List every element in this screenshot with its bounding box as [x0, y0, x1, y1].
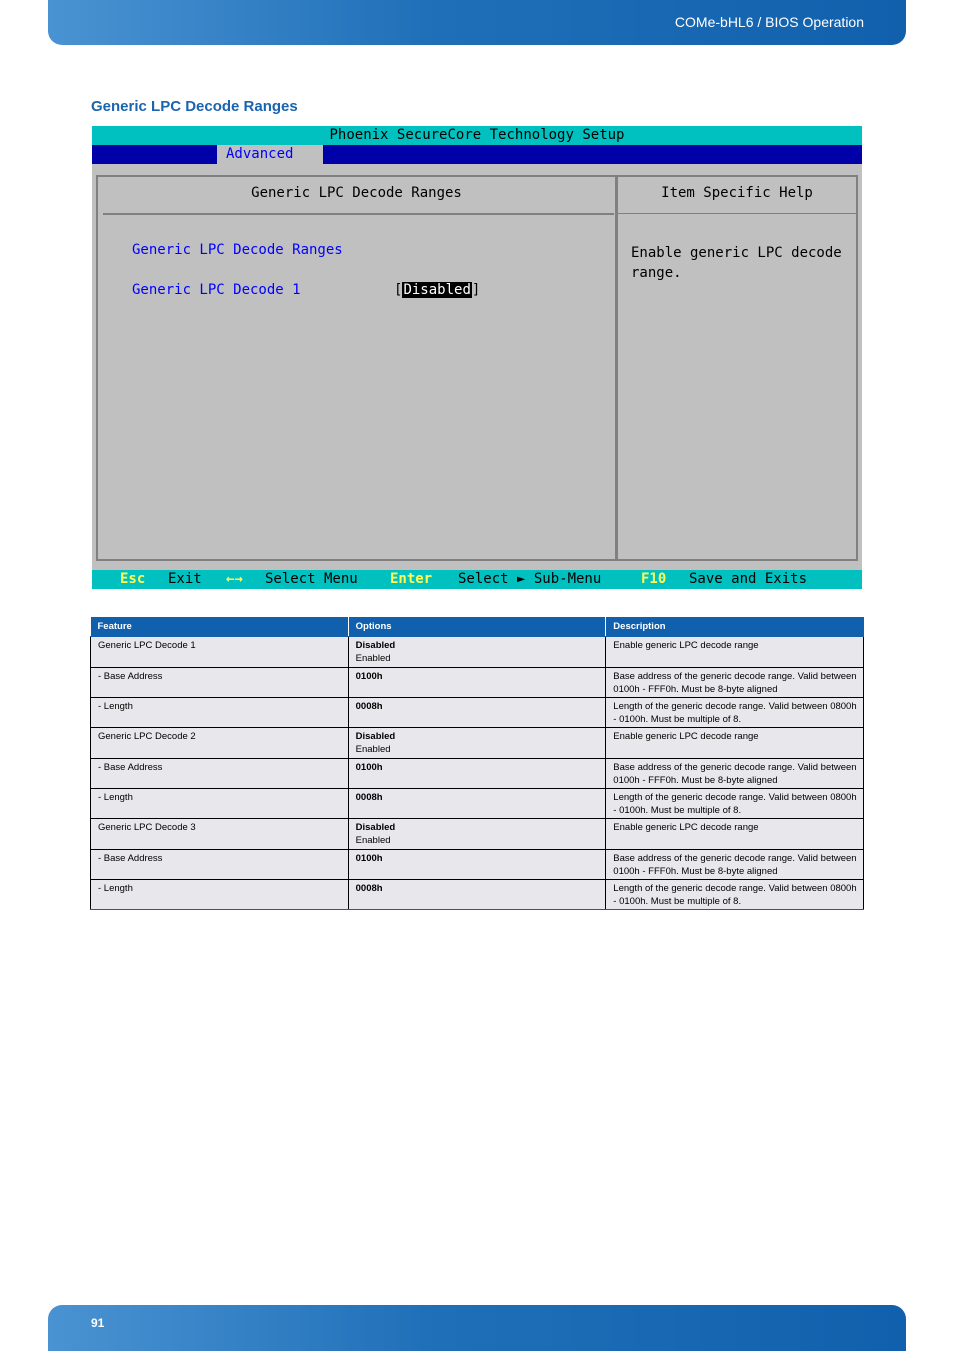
options-cell: [348, 849, 606, 879]
help-text: Enable generic LPC decode range.: [631, 245, 842, 281]
feature-cell: - Length: [91, 879, 349, 909]
action-select-submenu: Select ► Sub-Menu: [458, 571, 602, 587]
header-band: [48, 0, 906, 45]
table-row: [91, 758, 864, 788]
feature-cell: - Base Address: [91, 849, 349, 879]
decode-1-value-field[interactable]: [394, 282, 480, 298]
action-exit: Exit: [168, 571, 202, 587]
table-row: [91, 818, 864, 849]
feature-cell: Generic LPC Decode 3: [91, 818, 349, 849]
options-cell: [348, 879, 606, 909]
description-cell: Length of the generic decode range. Valid between 0800h - 0100h. Must be multiple of 8.: [606, 697, 864, 727]
option-default: 0100h: [355, 852, 383, 864]
description-cell: Base address of the generic decode range. Valid between 0100h - FFF0h. Must be 8-byte aligned: [606, 667, 864, 697]
option: Enabled: [355, 834, 391, 846]
divider: [618, 213, 856, 214]
feature-cell: - Base Address: [91, 667, 349, 697]
help-panel-heading: Item Specific Help: [661, 185, 813, 201]
options-cell: [348, 818, 606, 849]
bios-help-panel: [617, 175, 858, 561]
tab-advanced[interactable]: Advanced: [217, 145, 323, 164]
table-header-row: [91, 617, 864, 636]
description-cell: Enable generic LPC decode range: [606, 727, 864, 758]
option-default: Disabled: [355, 821, 396, 833]
arrows-icon: ←→: [226, 571, 243, 587]
option-default: 0100h: [355, 761, 383, 773]
action-save-and-exit: Save and Exits: [689, 571, 808, 587]
options-cell: [348, 788, 606, 818]
option-default: 0008h: [355, 791, 383, 803]
feature-cell: - Base Address: [91, 758, 349, 788]
option-default: Disabled: [355, 639, 396, 651]
document-title: COMe-bHL6 / BIOS Operation: [674, 14, 864, 30]
page-number: 91: [91, 1316, 105, 1330]
key-enter: Enter: [390, 571, 433, 587]
bios-title-bar: Phoenix SecureCore Technology Setup: [92, 126, 862, 145]
table-row: [91, 667, 864, 697]
table-row: [91, 788, 864, 818]
options-cell: [348, 697, 606, 727]
table-row: [91, 636, 864, 667]
options-cell: [348, 758, 606, 788]
bios-main-panel: [96, 175, 617, 561]
feature-cell: Generic LPC Decode 2: [91, 727, 349, 758]
option: Enabled: [355, 743, 391, 755]
table-row: [91, 697, 864, 727]
description-cell: Base address of the generic decode range. Valid between 0100h - FFF0h. Must be 8-byte aligned: [606, 758, 864, 788]
option: Enabled: [355, 652, 391, 664]
column-header-options: Options: [348, 617, 606, 636]
column-header-description: Description: [606, 617, 864, 636]
menu-item-generic-lpc-decode-1[interactable]: Generic LPC Decode 1: [132, 282, 301, 298]
option-default: Disabled: [355, 730, 396, 742]
key-esc: Esc: [120, 571, 146, 587]
feature-cell: Generic LPC Decode 1: [91, 636, 349, 667]
description-cell: Base address of the generic decode range. Valid between 0100h - FFF0h. Must be 8-byte aligned: [606, 849, 864, 879]
decode-1-value[interactable]: Disabled: [403, 282, 471, 298]
options-cell: [348, 667, 606, 697]
options-cell: [348, 636, 606, 667]
bracket-open: [: [394, 282, 403, 298]
section-heading: Generic LPC Decode Ranges: [91, 98, 298, 115]
main-panel-heading: Generic LPC Decode Ranges: [251, 185, 462, 201]
description-cell: Enable generic LPC decode range: [606, 818, 864, 849]
menu-item-generic-lpc-decode-ranges[interactable]: Generic LPC Decode Ranges: [132, 242, 343, 258]
table-row: [91, 879, 864, 909]
options-cell: [348, 727, 606, 758]
description-cell: Length of the generic decode range. Valid between 0800h - 0100h. Must be multiple of 8.: [606, 788, 864, 818]
feature-table: [90, 617, 864, 910]
bracket-close: ]: [471, 282, 481, 298]
description-cell: Length of the generic decode range. Valid between 0800h - 0100h. Must be multiple of 8.: [606, 879, 864, 909]
footer-band: [48, 1305, 906, 1351]
description-cell: Enable generic LPC decode range: [606, 636, 864, 667]
column-header-feature: Feature: [91, 617, 349, 636]
bios-screenshot: [92, 126, 862, 589]
divider: [103, 213, 614, 215]
table-row: [91, 727, 864, 758]
action-select-menu: Select Menu: [265, 571, 358, 587]
bios-status-bar: [92, 570, 862, 589]
key-f10: F10: [641, 571, 667, 587]
feature-cell: - Length: [91, 788, 349, 818]
table-row: [91, 849, 864, 879]
option-default: 0008h: [355, 700, 383, 712]
bios-menu-bar: [92, 145, 862, 164]
feature-cell: - Length: [91, 697, 349, 727]
option-default: 0100h: [355, 670, 383, 682]
option-default: 0008h: [355, 882, 383, 894]
